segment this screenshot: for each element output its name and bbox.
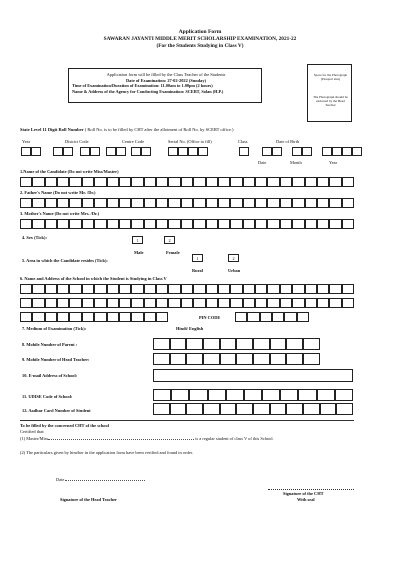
parent-mobile-digit-box[interactable] <box>253 338 270 350</box>
photo-endorse-text: The Photograph should be endorsed by the Head Teacher <box>313 95 348 108</box>
mother-char-box[interactable] <box>292 219 304 229</box>
school-char-box[interactable] <box>305 284 317 294</box>
school-char-box[interactable] <box>317 298 329 308</box>
area-option-rural[interactable]: 1 <box>192 254 203 262</box>
name-char-box[interactable] <box>82 177 94 187</box>
mother-char-box[interactable] <box>156 219 168 229</box>
school-char-box[interactable] <box>156 298 168 308</box>
parent-mobile-digit-box[interactable] <box>236 338 253 350</box>
school-char-box[interactable] <box>267 284 279 294</box>
name-char-box[interactable] <box>20 177 32 187</box>
mother-char-box[interactable] <box>82 219 94 229</box>
aadhar-number-label: 12. Aadhar Card Number of Student <box>22 408 91 413</box>
mother-char-box[interactable] <box>255 219 267 229</box>
exam-title: SAWARAN JAYANTI MIDDLE MERIT SCHOLARSHIP EXAMINATION, 2021-22 <box>103 36 297 42</box>
certificate-line-1 <box>20 436 274 441</box>
school-char-box[interactable] <box>94 312 106 322</box>
rural-label: Rural <box>192 268 203 273</box>
agency-info: Name & Address of the Agency for Conducting Examination: SCERT, Solan (H.P.) <box>72 89 224 94</box>
name-char-box[interactable] <box>193 177 205 187</box>
area-label: 5. Area in which the Candidate resides (Tick): <box>22 258 108 263</box>
mother-char-box[interactable] <box>317 219 329 229</box>
head-mobile-digit-box[interactable] <box>253 353 270 365</box>
name-char-box[interactable] <box>69 177 81 187</box>
mother-char-box[interactable] <box>131 219 143 229</box>
certificate-student-suffix: is a regular student of class V of this School. <box>195 436 274 441</box>
col-dob: Date of Birth <box>276 139 300 144</box>
school-char-box[interactable] <box>45 312 57 322</box>
father-name-label: 2. Father's Name (Do not write Mr. /Dr.) <box>20 190 96 195</box>
dob-digit-box[interactable] <box>352 147 362 156</box>
name-char-box[interactable] <box>243 177 255 187</box>
roll-digit-box[interactable] <box>188 147 198 156</box>
school-char-box[interactable] <box>292 298 304 308</box>
name-char-box[interactable] <box>305 177 317 187</box>
aadhar-digit-box[interactable] <box>236 403 253 415</box>
aadhar-digit-box[interactable] <box>153 403 170 415</box>
medium-options[interactable]: Hindi/ English <box>176 326 204 331</box>
school-char-box[interactable] <box>32 298 44 308</box>
name-char-box[interactable] <box>329 177 341 187</box>
father-char-box[interactable] <box>218 198 230 208</box>
name-char-box[interactable] <box>32 177 44 187</box>
form-title: Application Form <box>178 29 222 35</box>
school-char-box[interactable] <box>20 312 32 322</box>
parent-mobile-digit-box[interactable] <box>186 338 203 350</box>
school-char-box[interactable] <box>82 298 94 308</box>
roll-digit-box[interactable] <box>53 147 63 156</box>
parent-mobile-digit-box[interactable] <box>270 338 287 350</box>
school-char-box[interactable] <box>119 312 131 322</box>
roll-digit-box[interactable] <box>178 147 188 156</box>
school-char-box[interactable] <box>280 284 292 294</box>
col-serial-no: Serial No. (Office to fill) <box>168 139 212 144</box>
school-char-box[interactable] <box>69 298 81 308</box>
sex-option-male[interactable]: 1 <box>132 236 143 244</box>
parent-mobile-digit-box[interactable] <box>220 338 237 350</box>
father-char-box[interactable] <box>131 198 143 208</box>
name-char-box[interactable] <box>107 177 119 187</box>
udise-digit-box[interactable] <box>208 389 226 401</box>
photo-box[interactable] <box>307 64 352 122</box>
cht-signature-line <box>268 489 354 490</box>
aadhar-digit-box[interactable] <box>270 403 287 415</box>
school-char-box[interactable] <box>218 298 230 308</box>
school-char-box[interactable] <box>230 298 242 308</box>
school-char-box[interactable] <box>57 298 69 308</box>
school-char-box[interactable] <box>131 312 143 322</box>
udise-code-label: 11. UDISE Code of School: <box>22 394 73 399</box>
sex-option-female[interactable]: 2 <box>164 236 175 244</box>
mother-char-box[interactable] <box>107 219 119 229</box>
col-class: Class <box>238 139 248 144</box>
udise-digit-box[interactable] <box>335 389 353 401</box>
name-char-box[interactable] <box>144 177 156 187</box>
father-char-box[interactable] <box>267 198 279 208</box>
certificate-student-prefix: (1) Master/Miss <box>20 436 49 441</box>
aadhar-digit-box[interactable] <box>286 403 303 415</box>
father-char-box[interactable] <box>181 198 193 208</box>
father-char-box[interactable] <box>45 198 57 208</box>
school-char-box[interactable] <box>94 284 106 294</box>
mother-char-box[interactable] <box>45 219 57 229</box>
roll-number-note: ( Roll No. is to be filled by CHT after the allotment of Roll No. by SCERT office.) <box>83 127 234 132</box>
school-char-box[interactable] <box>156 284 168 294</box>
udise-digit-box[interactable] <box>189 389 207 401</box>
school-char-box[interactable] <box>82 312 94 322</box>
udise-digit-box[interactable] <box>280 389 298 401</box>
cht-section-title: To be filled by the concerned CHT of the school <box>20 423 109 428</box>
mother-char-box[interactable] <box>342 219 354 229</box>
aadhar-digit-box[interactable] <box>320 403 337 415</box>
parent-mobile-digit-box[interactable] <box>286 338 303 350</box>
name-char-box[interactable] <box>45 177 57 187</box>
name-char-box[interactable] <box>168 177 180 187</box>
school-char-box[interactable] <box>32 284 44 294</box>
dob-digit-box[interactable] <box>332 147 342 156</box>
parent-mobile-digit-box[interactable] <box>170 338 187 350</box>
mother-char-box[interactable] <box>20 219 32 229</box>
school-char-box[interactable] <box>292 284 304 294</box>
aadhar-digit-box[interactable] <box>203 403 220 415</box>
aadhar-digit-box[interactable] <box>336 403 353 415</box>
school-char-box[interactable] <box>107 312 119 322</box>
dob-month-label: Month <box>290 160 302 165</box>
father-char-box[interactable] <box>230 198 242 208</box>
father-char-box[interactable] <box>168 198 180 208</box>
school-char-box[interactable] <box>144 312 156 322</box>
udise-digit-box[interactable] <box>153 389 171 401</box>
school-char-box[interactable] <box>193 284 205 294</box>
roll-digit-box[interactable] <box>198 147 208 156</box>
name-char-box[interactable] <box>280 177 292 187</box>
pin-digit-box[interactable] <box>260 312 272 322</box>
date-blank[interactable] <box>65 480 145 481</box>
name-char-box[interactable] <box>267 177 279 187</box>
name-char-box[interactable] <box>206 177 218 187</box>
father-char-box[interactable] <box>156 198 168 208</box>
certified-label: Certified that: <box>20 429 45 434</box>
mother-char-box[interactable] <box>305 219 317 229</box>
school-char-box[interactable] <box>20 298 32 308</box>
class-subtitle: (For the Students Studying in Class V) <box>156 43 244 49</box>
school-char-box[interactable] <box>267 298 279 308</box>
school-char-box[interactable] <box>45 284 57 294</box>
head-mobile-digit-box[interactable] <box>270 353 287 365</box>
mother-char-box[interactable] <box>181 219 193 229</box>
school-char-box[interactable] <box>329 284 341 294</box>
mother-char-box[interactable] <box>119 219 131 229</box>
pin-digit-box[interactable] <box>235 312 247 322</box>
father-char-box[interactable] <box>255 198 267 208</box>
pin-digit-box[interactable] <box>272 312 284 322</box>
name-char-box[interactable] <box>218 177 230 187</box>
school-char-box[interactable] <box>119 284 131 294</box>
school-char-box[interactable] <box>45 298 57 308</box>
dob-digit-box[interactable] <box>342 147 352 156</box>
pin-digit-box[interactable] <box>247 312 259 322</box>
cht-signature-label: Signature of the CHT <box>283 491 324 496</box>
school-char-box[interactable] <box>82 284 94 294</box>
pin-digit-box[interactable] <box>297 312 309 322</box>
father-char-box[interactable] <box>32 198 44 208</box>
dob-digit-box[interactable] <box>292 147 302 156</box>
mother-char-box[interactable] <box>218 219 230 229</box>
school-address-label: 6. Name and Address of the School in which the Student is Studying in Class V <box>20 276 167 281</box>
exam-info-box <box>68 68 262 103</box>
school-char-box[interactable] <box>255 284 267 294</box>
father-char-box[interactable] <box>20 198 32 208</box>
mother-char-box[interactable] <box>57 219 69 229</box>
student-name-blank[interactable] <box>48 439 194 440</box>
date-label: Date <box>56 477 65 482</box>
school-char-box[interactable] <box>69 284 81 294</box>
name-char-box[interactable] <box>156 177 168 187</box>
info-note: Application form will be filled by the Class Teacher of the Students <box>106 72 226 77</box>
dob-digit-box[interactable] <box>302 147 312 156</box>
mother-char-box[interactable] <box>329 219 341 229</box>
father-char-box[interactable] <box>280 198 292 208</box>
school-char-box[interactable] <box>131 284 143 294</box>
school-char-box[interactable] <box>144 298 156 308</box>
dob-year-label: Year <box>329 160 338 165</box>
school-char-box[interactable] <box>69 312 81 322</box>
name-char-box[interactable] <box>230 177 242 187</box>
mother-char-box[interactable] <box>193 219 205 229</box>
school-char-box[interactable] <box>342 298 354 308</box>
father-char-box[interactable] <box>243 198 255 208</box>
candidate-name-label: 1.Name of the Candidate (Do not write Miss/Master) <box>20 169 119 174</box>
father-char-box[interactable] <box>94 198 106 208</box>
aadhar-digit-box[interactable] <box>253 403 270 415</box>
mother-char-box[interactable] <box>168 219 180 229</box>
school-char-box[interactable] <box>144 284 156 294</box>
father-char-box[interactable] <box>144 198 156 208</box>
school-char-box[interactable] <box>230 284 242 294</box>
dob-digit-box[interactable] <box>262 147 272 156</box>
mother-char-box[interactable] <box>230 219 242 229</box>
school-char-box[interactable] <box>342 284 354 294</box>
father-char-box[interactable] <box>69 198 81 208</box>
name-char-box[interactable] <box>292 177 304 187</box>
name-char-box[interactable] <box>255 177 267 187</box>
head-teacher-signature-label: Signature of the Head Teacher <box>60 497 117 502</box>
photo-space-text: Space for the Photograph (Passport size) <box>313 73 348 82</box>
dob-digit-box[interactable] <box>272 147 282 156</box>
school-char-box[interactable] <box>107 298 119 308</box>
school-char-box[interactable] <box>255 298 267 308</box>
col-centre-code: Centre Code <box>122 139 145 144</box>
certificate-line-2: (2) The particulars given by him/her in the application form have been verified and found in order. <box>20 450 193 455</box>
mother-char-box[interactable] <box>280 219 292 229</box>
school-char-box[interactable] <box>206 284 218 294</box>
school-char-box[interactable] <box>218 284 230 294</box>
male-label: Male <box>134 250 144 255</box>
mother-char-box[interactable] <box>206 219 218 229</box>
aadhar-digit-box[interactable] <box>186 403 203 415</box>
col-year: Year <box>22 139 31 144</box>
father-char-box[interactable] <box>107 198 119 208</box>
head-mobile-digit-box[interactable] <box>186 353 203 365</box>
urban-label: Urban <box>228 268 241 273</box>
school-char-box[interactable] <box>57 284 69 294</box>
name-char-box[interactable] <box>57 177 69 187</box>
school-char-box[interactable] <box>57 312 69 322</box>
school-char-box[interactable] <box>94 298 106 308</box>
roll-digit-box[interactable] <box>106 147 116 156</box>
head-mobile-digit-box[interactable] <box>220 353 237 365</box>
roll-digit-box[interactable] <box>168 147 178 156</box>
father-char-box[interactable] <box>329 198 341 208</box>
roll-digit-box[interactable] <box>239 147 249 156</box>
mother-char-box[interactable] <box>243 219 255 229</box>
name-char-box[interactable] <box>317 177 329 187</box>
parent-mobile-label: 8. Mobile Number of Parent : <box>22 342 78 347</box>
udise-digit-box[interactable] <box>226 389 244 401</box>
name-char-box[interactable] <box>131 177 143 187</box>
father-char-box[interactable] <box>57 198 69 208</box>
school-char-box[interactable] <box>243 298 255 308</box>
school-char-box[interactable] <box>131 298 143 308</box>
roll-digit-box[interactable] <box>80 147 90 156</box>
school-char-box[interactable] <box>317 284 329 294</box>
father-char-box[interactable] <box>292 198 304 208</box>
udise-digit-box[interactable] <box>262 389 280 401</box>
parent-mobile-digit-box[interactable] <box>153 338 170 350</box>
name-char-box[interactable] <box>181 177 193 187</box>
col-district-code: District Code <box>65 139 89 144</box>
udise-digit-box[interactable] <box>317 389 335 401</box>
head-mobile-digit-box[interactable] <box>203 353 220 365</box>
dob-digit-box[interactable] <box>322 147 332 156</box>
school-char-box[interactable] <box>181 284 193 294</box>
aadhar-digit-box[interactable] <box>303 403 320 415</box>
school-char-box[interactable] <box>181 298 193 308</box>
area-option-urban[interactable]: 2 <box>228 254 239 262</box>
school-char-box[interactable] <box>20 284 32 294</box>
school-char-box[interactable] <box>280 298 292 308</box>
school-char-box[interactable] <box>168 284 180 294</box>
mother-char-box[interactable] <box>69 219 81 229</box>
pin-digit-box[interactable] <box>284 312 296 322</box>
roll-digit-box[interactable] <box>63 147 73 156</box>
father-char-box[interactable] <box>82 198 94 208</box>
mother-char-box[interactable] <box>32 219 44 229</box>
roll-digit-box[interactable] <box>90 147 100 156</box>
father-char-box[interactable] <box>317 198 329 208</box>
father-char-box[interactable] <box>342 198 354 208</box>
medium-label: 7. Medium of Examination (Tick): <box>22 326 87 331</box>
father-char-box[interactable] <box>119 198 131 208</box>
school-char-box[interactable] <box>119 298 131 308</box>
school-char-box[interactable] <box>168 298 180 308</box>
dob-date-label: Date <box>258 160 267 165</box>
mother-char-box[interactable] <box>94 219 106 229</box>
roll-number-heading <box>20 127 233 132</box>
section-divider <box>20 420 354 421</box>
roll-digit-box[interactable] <box>141 147 151 156</box>
name-char-box[interactable] <box>119 177 131 187</box>
roll-digit-box[interactable] <box>31 147 41 156</box>
head-teacher-mobile-label: 9. Mobile Number of Head Teacher: <box>22 357 90 362</box>
female-label: Female <box>166 250 180 255</box>
school-char-box[interactable] <box>156 312 168 322</box>
roll-digit-box[interactable] <box>131 147 141 156</box>
pin-code-label: PIN CODE <box>199 315 221 320</box>
roll-digit-box[interactable] <box>116 147 126 156</box>
school-char-box[interactable] <box>305 298 317 308</box>
parent-mobile-digit-box[interactable] <box>303 338 320 350</box>
head-mobile-digit-box[interactable] <box>170 353 187 365</box>
head-mobile-digit-box[interactable] <box>286 353 303 365</box>
sex-label: 4. Sex (Tick): <box>22 235 47 240</box>
school-email-field[interactable] <box>153 369 353 382</box>
aadhar-digit-box[interactable] <box>220 403 237 415</box>
school-char-box[interactable] <box>329 298 341 308</box>
father-char-box[interactable] <box>305 198 317 208</box>
roll-digit-box[interactable] <box>21 147 31 156</box>
aadhar-digit-box[interactable] <box>170 403 187 415</box>
head-mobile-digit-box[interactable] <box>153 353 170 365</box>
name-char-box[interactable] <box>342 177 354 187</box>
father-char-box[interactable] <box>206 198 218 208</box>
school-email-label: 10. E-mail Address of School: <box>22 373 78 378</box>
udise-digit-box[interactable] <box>298 389 316 401</box>
roll-number-label: State Level 11 Digit Roll Number <box>20 127 84 132</box>
date-line <box>56 477 145 482</box>
school-char-box[interactable] <box>32 312 44 322</box>
udise-digit-box[interactable] <box>244 389 262 401</box>
mother-char-box[interactable] <box>267 219 279 229</box>
school-char-box[interactable] <box>206 298 218 308</box>
school-char-box[interactable] <box>243 284 255 294</box>
school-char-box[interactable] <box>107 284 119 294</box>
head-mobile-digit-box[interactable] <box>236 353 253 365</box>
mother-char-box[interactable] <box>144 219 156 229</box>
exam-time: Time of Examination/Duration of Examination: 11.00am to 1.00pm (2 hours) <box>72 83 213 88</box>
mother-name-label: 3. Mother's Name (Do not write Mrs. /Dr.) <box>20 211 100 216</box>
school-char-box[interactable] <box>193 298 205 308</box>
parent-mobile-digit-box[interactable] <box>203 338 220 350</box>
cht-seal-label: With seal <box>297 497 315 502</box>
head-mobile-digit-box[interactable] <box>303 353 320 365</box>
udise-digit-box[interactable] <box>171 389 189 401</box>
father-char-box[interactable] <box>193 198 205 208</box>
exam-date: Date of Examination: 27-02-2022 (Sunday) <box>125 78 206 83</box>
name-char-box[interactable] <box>94 177 106 187</box>
